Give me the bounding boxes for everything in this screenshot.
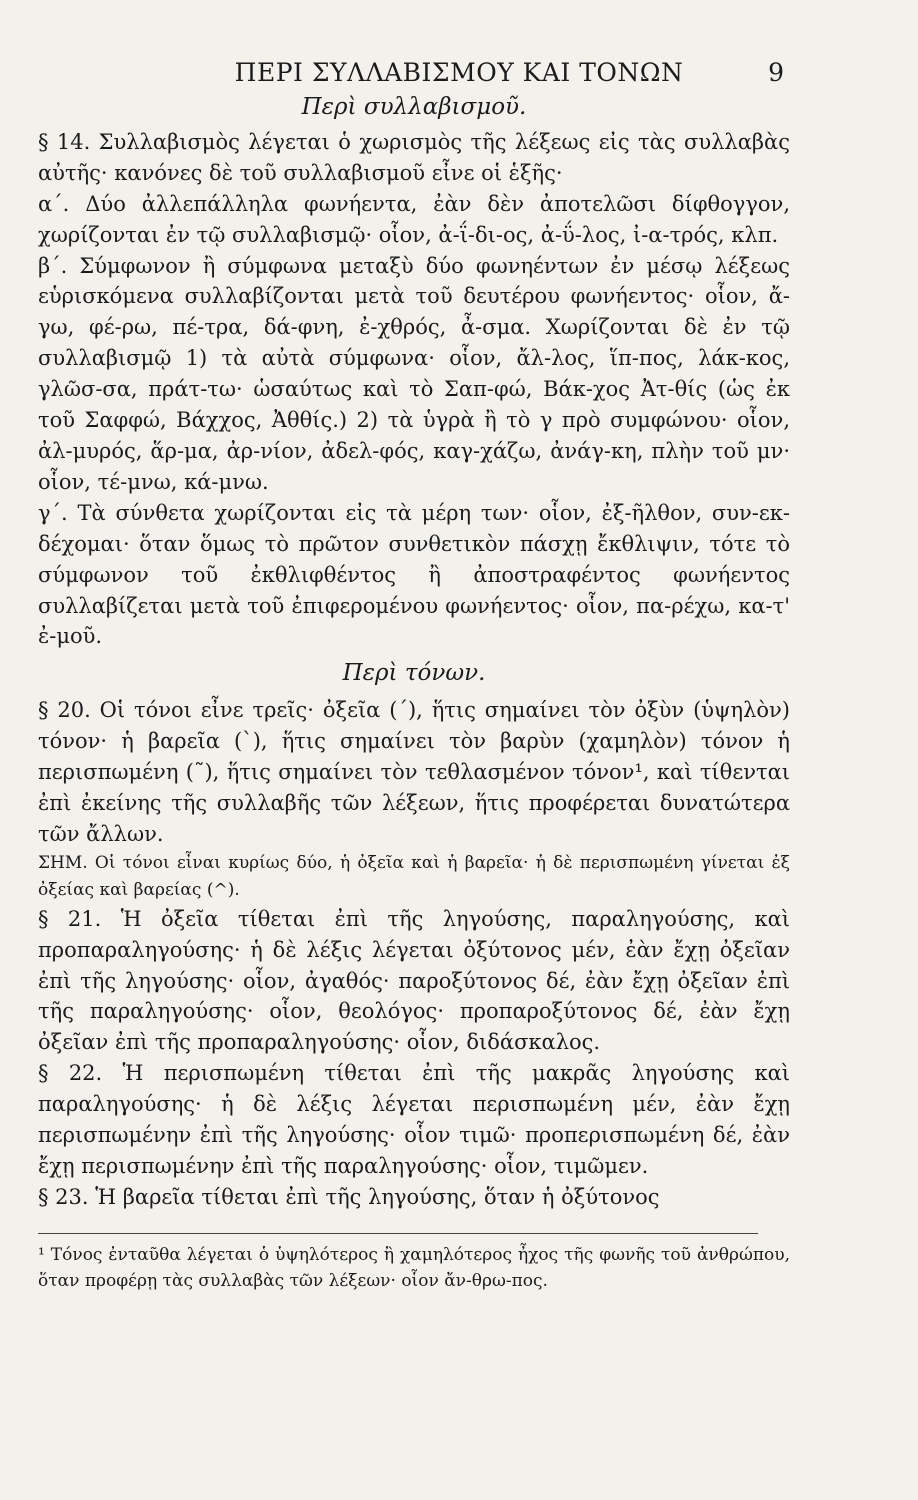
section-heading-syllabification: Περὶ συλλαβισμοῦ. xyxy=(301,94,527,120)
paragraph-22: § 22. Ἡ περισπωμένη τίθεται ἐπὶ τῆς μακρᾶς ληγούσης καὶ παραληγούσης· ἡ δὲ λέξις λέγεται περισπωμένη μέν, ἐὰν ἔχῃ περισπωμένην ἐπὶ τῆς ληγούσης· οἷον τιμῶ· προπερισπωμένη δέ, ἐὰν ἔχῃ περισπωμένην ἐπὶ τῆς παραληγούσης· οἷον, τιμῶμεν. xyxy=(38,1061,790,1178)
paragraph-20: § 20. Οἱ τόνοι εἶνε τρεῖς· ὀξεῖα (΄), ἥτις σημαίνει τὸν ὀξὺν (ὑψηλὸν) τόνον· ἡ βαρεῖα (`), ἥτις σημαίνει τὸν βαρὺν (χαμηλὸν) τόνον ἡ περισπωμένη (῀), ἥτις σημαίνει τὸν τεθλασμένον τόνον¹, καὶ τίθενται ἐπὶ ἐκείνης τῆς συλλαβῆς τῶν λέξεων, ἥτις προφέρεται δυνατώτερα τῶν ἄλλων. xyxy=(38,698,790,846)
note-paragraph: ΣΗΜ. Οἱ τόνοι εἶναι κυρίως δύο, ἡ ὀξεῖα καὶ ἡ βαρεῖα· ἡ δὲ περισπωμένη γίνεται ἐξ ὀξείας καὶ βαρείας (^). xyxy=(38,852,790,900)
page-header xyxy=(0,52,918,92)
footnote: ¹ Τόνος ἐνταῦθα λέγεται ὁ ὑψηλότερος ἢ χαμηλότερος ἦχος τῆς φωνῆς τοῦ ἀνθρώπου, ὅταν προφέρῃ τὰς συλλαβὰς τῶν λέξεων· οἷον ἄν-θρω-πος. xyxy=(38,1244,790,1291)
section-heading-accents: Περὶ τόνων. xyxy=(342,660,486,687)
footnote-separator xyxy=(38,1233,758,1234)
page-body xyxy=(38,92,790,1294)
page-number: 9 xyxy=(768,58,784,87)
paragraph-21: § 21. Ἡ ὀξεῖα τίθεται ἐπὶ τῆς ληγούσης, παραληγούσης, καὶ προπαραληγούσης· ἡ δὲ λέξις λέγεται ὀξύτονος μέν, ἐὰν ἔχῃ ὀξεῖαν ἐπὶ τῆς ληγούσης· οἷον, ἀγαθός· παροξύτονος δέ, ἐὰν ἔχῃ ὀξεῖαν ἐπὶ τῆς παραληγούσης· οἷον, θεολόγος· προπαροξύτονος δέ, ἐὰν ἔχῃ ὀξεῖαν ἐπὶ τῆς προπαραληγούσης· οἷον, διδάσκαλος. xyxy=(38,906,790,1055)
rule-alpha: α΄. Δύο ἀλλεπάλληλα φωνήεντα, ἐὰν δὲν ἀποτελῶσι δίφθογγον, χωρίζονται ἐν τῷ συλλαβισμῷ· οἷον, ἀ-ΐ-δι-ος, ἀ-ΰ-λος, ἰ-α-τρός, κλπ. xyxy=(38,191,790,247)
paragraph-14: § 14. Συλλαβισμὸς λέγεται ὁ χωρισμὸς τῆς λέξεως εἰς τὰς συλλαβὰς αὐτῆς· κανόνες δὲ τοῦ συλλαβισμοῦ εἶνε οἱ ἑξῆς· xyxy=(38,129,790,185)
paragraph-23: § 23. Ἡ βαρεῖα τίθεται ἐπὶ τῆς ληγούσης, ὅταν ἡ ὀξύτονος xyxy=(38,1184,660,1209)
running-head: ΠΕΡΙ ΣΥΛΛΑΒΙΣΜΟΥ ΚΑΙ ΤΟΝΩΝ xyxy=(234,58,684,87)
rule-beta: β΄. Σύμφωνον ἢ σύμφωνα μεταξὺ δύο φωνηέντων ἐν μέσῳ λέξεως εὑρισκόμενα συλλαβίζονται μετὰ τοῦ δευτέρου φωνήεντος· οἷον, ἄ-γω, φέ-ρω, πέ-τρα, δά-φνη, ἐ-χθρός, ἆ-σμα. Χωρίζονται δὲ ἐν τῷ συλλαβισμῷ 1) τὰ αὐτὰ σύμφωνα· οἷον, ἄλ-λος, ἵπ-πος, λάκ-κος, γλῶσ-σα, πράτ-τω· ὡσαύτως καὶ τὸ Σαπ-φώ, Βάκ-χος Ἀτ-θίς (ὡς ἐκ τοῦ Σαφφώ, Βάχχος, Ἀθθίς.) 2) τὰ ὑγρὰ ἢ τὸ γ πρὸ συμφώνου· οἷον, ἀλ-μυρός, ἅρ-μα, ἀρ-νίον, ἀδελ-φός, καγ-χάζω, ἀνάγ-κη, πλὴν τοῦ μν· οἷον, τέ-μνω, κά-μνω. xyxy=(38,253,790,494)
rule-gamma: γ΄. Τὰ σύνθετα χωρίζονται εἰς τὰ μέρη των· οἷον, ἐξ-ῆλθον, συν-εκ-δέχομαι· ὅταν ὅμως τὸ πρῶτον συνθετικὸν πάσχῃ ἔκθλιψιν, τότε τὸ σύμφωνον τοῦ ἐκθλιφθέντος ἢ ἀποστραφέντος φωνήεντος συλλαβίζεται μετὰ τοῦ ἐπιφερομένου φωνήεντος· οἷον, πα-ρέχω, κα-τ' ἐ-μοῦ. xyxy=(38,500,790,649)
